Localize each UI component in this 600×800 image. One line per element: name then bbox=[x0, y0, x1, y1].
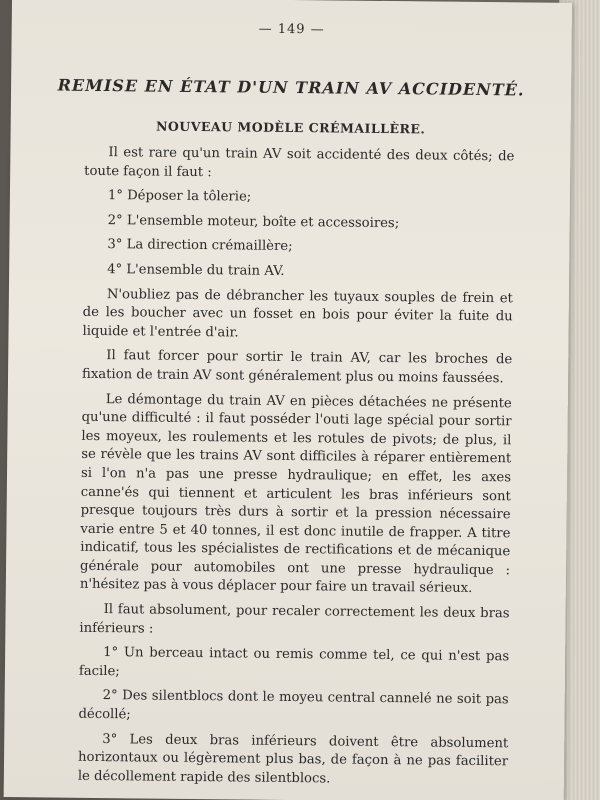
paragraph: Le démontage du train AV en pièces détachées ne présente qu'une difficulté : il faut posséder l'outi lage spécial pour sortir les moyeux, les roulements et les rotules de pivots; de plus, il se révèle que les trains AV sont difficiles à réparer entièrement si l'on n'a pas une presse hydraulique; en effet, les axes canne'és qui tiennent et articulent les bras inférieurs sont presque toujours très durs à sortir et la pression nécessaire varie entre 5 et 40 tonnes, il est donc inutile de frapper. A titre indicatif, tous les spécialistes de rectifications et de mécanique générale pour automobiles ont une presse hydraulique : n'hésitez pas à vous déplacer pour faire un travail sérieux. bbox=[79, 391, 512, 597]
list-item: 2° L'ensemble moteur, boîte et accessoires; bbox=[107, 212, 400, 231]
list-item: 1° Déposer la tôlerie; bbox=[107, 188, 252, 205]
book-page bbox=[4, 0, 572, 800]
list-item: 4° L'ensemble du train AV. bbox=[107, 262, 285, 279]
paragraph: Il faut forcer pour sortir le train AV, car les broches de fixation de train AV sont généralement plus ou moins faussées. bbox=[81, 348, 513, 387]
list-item: 2° Des silentblocs dont le moyeu central cannelé ne soit pas décollé; bbox=[78, 688, 509, 723]
list-item: 3° Les deux bras inférieurs doivent être absolument horizontaux ou légèrement plus bas, de façon à ne pas faciliter le décollement rapide des silentblocs. bbox=[77, 731, 509, 787]
paragraph: N'oubliez pas de débrancher les tuyaux souples de frein et de les boucher avec un fosset en bois pour éviter la fuite du liquide et l'entrée d'air. bbox=[82, 286, 513, 341]
page-body bbox=[78, 144, 515, 797]
paragraph-intro: Il est rare qu'un train AV soit accidenté des deux côtés; de toute façon il faut : bbox=[84, 145, 515, 180]
list-item: 3° La direction crémaillère; bbox=[107, 237, 293, 255]
paragraph: Il faut absolument, pour recaler correctement les deux bras inférieurs : bbox=[79, 602, 510, 637]
page-number: — 149 — bbox=[258, 21, 325, 38]
list-item: 1° Un berceau intact ou remis comme tel, ce qui n'est pas facile; bbox=[78, 645, 510, 680]
page-title: REMISE EN ÉTAT D'UN TRAIN AV ACCIDENTÉ. bbox=[57, 75, 525, 100]
page-subtitle: NOUVEAU MODÈLE CRÉMAILLÈRE. bbox=[155, 118, 426, 137]
